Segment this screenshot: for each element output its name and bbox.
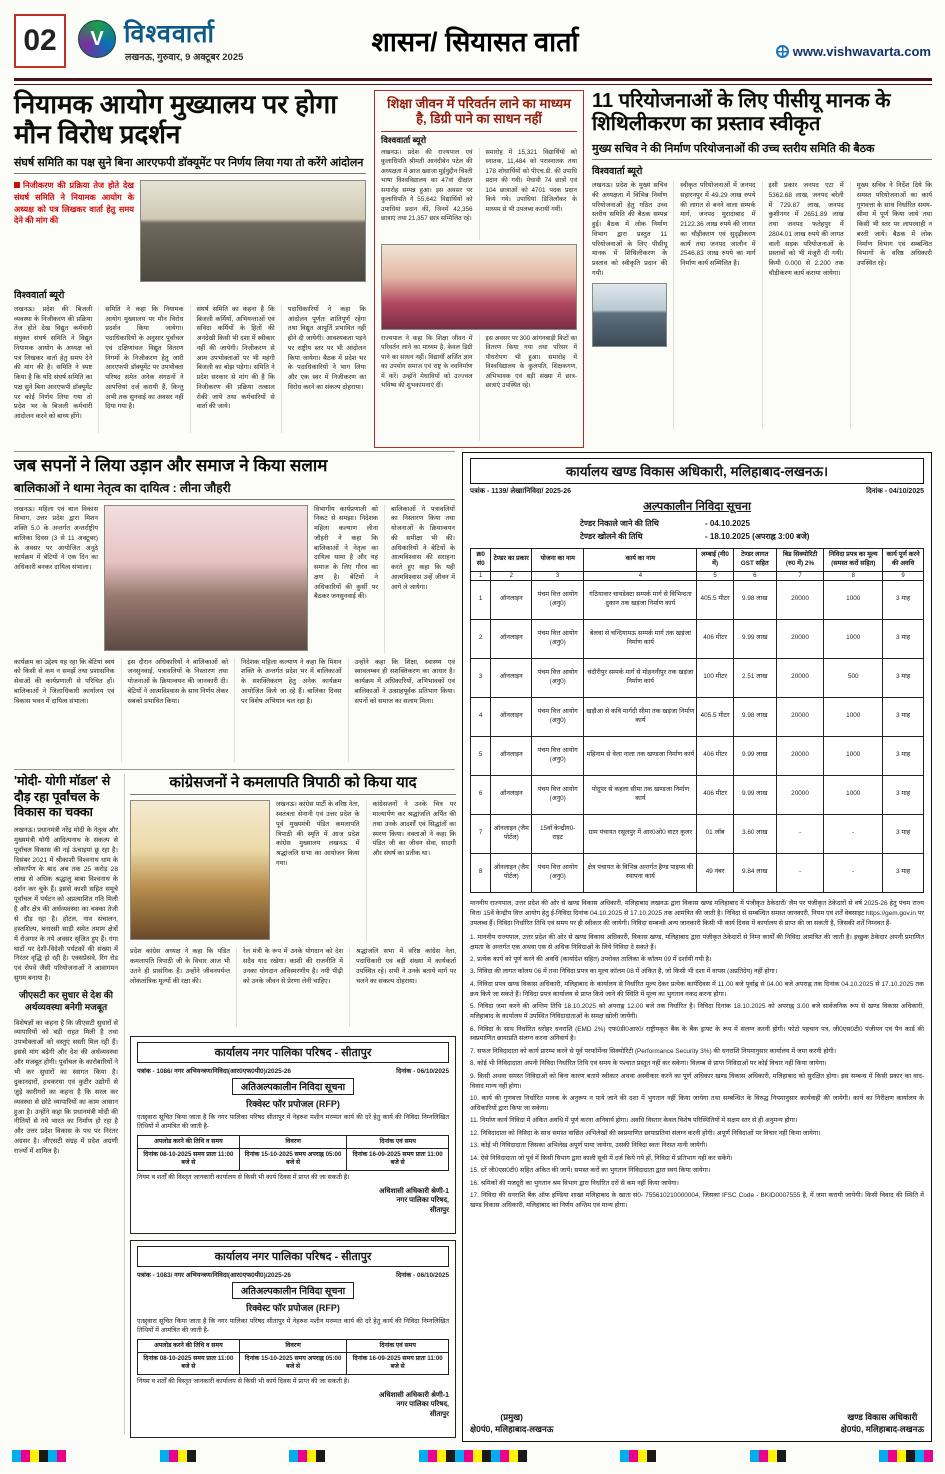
tender-table-row xyxy=(471,619,924,658)
color-swatch xyxy=(482,1450,491,1462)
table-cell: दिनांक 15-10-2025 समय अपराह्न 05:00 बजे से xyxy=(239,1148,347,1170)
tender-cell: 1000 xyxy=(824,775,883,814)
tender-term: 6. निविदा के साथ निर्धारित धरोहर धनराशि (EMD 2%) एफ0डी0आर0/ राष्ट्रीयकृत बैंक के बैंक ड्राफ्ट के रूप में संलग्न करनी होगी। फोटो पहचान पत्र, जी0एस0टी0 पंजीयन एवं पैन कार्ड की स्वप्रमाणित छायाप्रति संलग्न करना अनिवार्य है। xyxy=(470,1025,924,1043)
body-column: कांग्रेसजनों ने उनके चित्र पर माल्यार्पण कर श्रद्धांजलि अर्पित की तथा उनके आदर्शों एवं सिद्धांतों का स्मरण किया। वक्ताओं ने कहा कि पंडित जी का जीवन सेवा, सादगी और संघर्ष का प्रतीक था। xyxy=(366,800,457,942)
tender-notice-title: अल्पकालीन निविदा सूचना xyxy=(643,501,751,513)
byline: विश्ववार्ता ब्यूरो xyxy=(381,134,427,145)
tender-cell: पोदूपर से कहला सीमा तक खण्डजा निर्माण कार्य xyxy=(584,775,697,814)
article-headline: 11 परियोजनाओं के लिए पीसीयू मानक के शिथिलीकरण का प्रस्ताव स्वीकृत xyxy=(592,90,891,135)
color-swatch xyxy=(768,1450,777,1462)
page-number: 02 xyxy=(23,24,57,57)
article-headline: शिक्षा जीवन में परिवर्तन लाने का माध्यम है, डिग्री पाने का साधन नहीं xyxy=(381,97,577,132)
tender-cell: ग्राम पंचायत रसूलपुर में आर0ओ0 वाटर कूलर xyxy=(584,814,697,853)
article-projects xyxy=(592,90,932,448)
color-swatch xyxy=(518,1450,527,1462)
article-crosshead: जीएसटी कर सुधार से देश की अर्थव्यवस्था बनेगी मजबूत xyxy=(19,990,113,1012)
tender-cell: 405.5 मीटर xyxy=(697,697,733,736)
color-swatch xyxy=(39,1450,48,1462)
tender-cell: 49 नंबर xyxy=(697,853,733,892)
table-cell: दिनांक 08-10-2025 समय प्रातः 11:00 बजे से xyxy=(138,1352,240,1374)
tender-cell: 3 माह xyxy=(883,619,924,658)
table-header: अपलोड करने की तिथि व समय xyxy=(138,1135,240,1148)
color-swatch xyxy=(629,1450,638,1462)
tender-cell: ऑनलाइन xyxy=(491,580,532,619)
registration-color-group xyxy=(160,1450,196,1462)
article-photo-garlanding xyxy=(130,800,270,940)
color-swatch xyxy=(437,1450,446,1462)
tender-term: 9. किसी अथवा समस्त निविदाओं को बिना कारण बताये स्वीकार अथवा अस्वीकार करने का पूर्ण अधिकार खण्ड विकास अधिकारी, मलिहाबाद को सुरक्षित होगा। इस सम्बन्ध में किसी प्रकार का वाद-विवाद मान्य नहीं होगा। xyxy=(470,1072,924,1090)
tender-cell: 3 xyxy=(471,658,491,697)
article-education xyxy=(374,90,584,448)
color-swatch xyxy=(777,1450,786,1462)
color-swatch xyxy=(473,1450,482,1462)
article-headline: 'मोदी- योगी मॉडल' से दौड़ रहा पूर्वांचल के विकास का चक्का xyxy=(14,774,111,820)
rfp-title: रिक्वेस्ट फॉर प्रपोजल (RFP) xyxy=(246,1099,340,1109)
tender-term: 13. कोई भी निविदादाता जिसका अभिलेख अपूर्ण पाया जायेगा, उसकी निविदा स्वतः निरस्त मानी जायेगी। xyxy=(470,1142,708,1150)
tender-cell: पंचम वित्त आयोग (अनु0) xyxy=(532,853,584,892)
color-swatch xyxy=(187,1450,196,1462)
tender-cell: 1000 xyxy=(824,619,883,658)
bullet-square-icon xyxy=(14,182,20,188)
tender-cell: 15वाँ केन्द्रीय0- राइट xyxy=(532,814,584,853)
tender-table-row xyxy=(471,580,924,619)
tender-cell: 7 xyxy=(471,814,491,853)
tender-term: 15. दरें जी0एस0टी0 सहित अंकित की जायें। समस्त करों का भुगतान निविदादाता द्वारा स्वयं किया जायेगा। xyxy=(470,1167,711,1175)
tender-col-number: 4 xyxy=(584,571,697,580)
tender-cell: पंचम वित्त आयोग (अनु0) xyxy=(532,580,584,619)
tender-cell: 9.98 लाख xyxy=(733,580,776,619)
tender-term: 2. प्रत्येक कार्य को पूर्ण करने की अवधि (कार्यादेश सहित) उपरोक्त तालिका के कॉलम 09 में दर्शायी गयी है। xyxy=(470,956,712,964)
tender-cell: 3 माह xyxy=(883,736,924,775)
color-swatch xyxy=(897,1450,906,1462)
tender-cell: पंचम वित्त आयोग (अनु0) xyxy=(532,619,584,658)
tender-term: 17. निविदा की धनराशि बैंक ऑफ इण्डिया शाखा मलिहाबाद के खाता सं0- 755610210000004, जिसका IFSC Code - BKID0007555 है, में जमा करायी जायेगी। किसी विवाद की स्थिति में खण्ड विकास अधिकारी, मलिहाबाद का निर्णय अन्तिम एवं मान्य होगा। xyxy=(470,1191,924,1209)
body-paragraph: विशेषज्ञों का कहना है कि जीएसटी सुधारों से व्यापारियों को बड़ी राहत मिली है तथा उपभोक्ताओं को वस्तुएं सस्ती मिल रही हैं। इससे मांग बढ़ेगी और देश की अर्थव्यवस्था और मजबूत होगी। पूर्वांचल के कारोबारियों ने भी कर सुधारों का स्वागत किया है। दुकानदारों, हथकरघा एवं कुटीर उद्योगों से जुड़े कारीगरों का कहना है कि सरल कर व्यवस्था से छोटे व्यापारियों का काम आसान हुआ है। उन्होंने कहा कि प्रधानमंत्री मोदी की नीतियों से नये भारत का निर्माण हो रहा है और उत्तर प्रदेश विकास के पथ पर निरंतर अग्रसर है। जीएसटी संग्रह में प्रदेश अग्रणी राज्यों में शामिल है। xyxy=(14,1019,118,1156)
tender-col-number-row xyxy=(471,571,924,580)
body-column: पदाधिकारियों ने कहा कि आंदोलन पूर्णतः शांतिपूर्ण रहेगा तथा विद्युत आपूर्ति प्रभावित नहीं होने दी जायेगी। आवश्यकता पड़ने पर राष्ट्रीय स्तर पर भी आंदोलन किया जायेगा। बैठक में प्रदेश भर के पदाधिकारियों ने भाग लिया और एक स्वर में निजीकरण का विरोध करने का संकल्प दोहराया। xyxy=(281,305,366,433)
body-column: लखनऊ। प्रदेश की राज्यपाल एवं कुलाधिपति श्रीमती आनंदीबेन पटेल की अध्यक्षता में आज ख्वाजा मुईनुद्दीन चिश्ती भाषा विश्वविद्यालय का 47वां दीक्षांत समारोह सम्पन्न हुआ। इस अवसर पर कुलाधिपति ने 55,642 विद्यार्थियों को उपाधियां प्रदान कीं, जिनमें 42,356 छात्राएं तथा 21,357 छात्र सम्मिलित रहे। xyxy=(381,148,473,222)
tender-cell: 3 माह xyxy=(883,658,924,697)
color-swatch xyxy=(915,1450,924,1462)
tender-cell: 20000 xyxy=(776,619,824,658)
tender-col-number: 6 xyxy=(733,571,776,580)
section-divider xyxy=(14,769,455,770)
table-cell: दिनांक 08-10-2025 समय प्रातः 11:00 बजे से xyxy=(138,1148,240,1170)
tender-cell: 3 माह xyxy=(883,697,924,736)
table-header: विवरण xyxy=(239,1339,347,1352)
registration-color-group xyxy=(879,1450,933,1462)
body-column: इसी प्रकार जनपद एटा में 5362.68 लाख, जनपद बरेली में 729.87 लाख, जनपद कुशीनगर में 2651.89 लाख तथा जनपद फतेहपुर में 2804.01 लाख रुपये की लागत वाली सड़क परियोजनाओं के प्रस्तावों को भी मंजूरी दी गयी। किमी 0.000 से 2.200 तक चौड़ीकरण कार्य कराया जायेगा। xyxy=(762,181,844,429)
tender-cell: 3 माह xyxy=(883,580,924,619)
article-subhead: मुख्य सचिव ने की निर्माण परियोजनाओं की उच्च स्तरीय समिति की बैठक xyxy=(592,141,932,160)
tender-cell: 2.51 लाख xyxy=(733,658,776,697)
tender-cell: पंचम वित्त आयोग (अनु0) xyxy=(532,697,584,736)
tender-cell: 9.84 लाख xyxy=(733,853,776,892)
body-column: लखनऊ। कांग्रेस पार्टी के वरिष्ठ नेता, स्वतंत्रता सेनानी एवं उत्तर प्रदेश के पूर्व मुख्यमंत्री पंडित कमलापति त्रिपाठी की स्मृति में आज प्रदेश कांग्रेस मुख्यालय लखनऊ में श्रद्धांजलि सभा का आयोजन किया गया। xyxy=(276,801,360,867)
website-url: www.vishwavarta.com xyxy=(776,44,931,59)
notice-date: दिनांक - 06/10/2025 xyxy=(396,1272,449,1279)
tender-cell: 9.98 लाख xyxy=(733,697,776,736)
color-swatch xyxy=(906,1450,915,1462)
tender-cell: ऑनलाइन xyxy=(491,658,532,697)
tender-col-header: क्र0 सं0 xyxy=(471,548,491,571)
tender-cell: 405.5 मीटर xyxy=(697,580,733,619)
notice-nagar-palika-1 xyxy=(130,1036,456,1234)
tender-term: 5. निविदा जमा करने की अन्तिम तिथि 18.10.2025 को अपराह्न 12.00 बजे तक निर्धारित है। निविदा दिनांक 18.10.2025 को अपराह्न 3.00 बजे सार्वजनिक रूप से खण्ड विकास अधिकारी, मलिहाबाद के कार्यालय में उपस्थित निविदादाताओं के समक्ष खोली जायेंगी। xyxy=(470,1003,924,1021)
table-cell: दिनांक 16-09-2025 समय प्रातः 11:00 बजे से xyxy=(347,1352,449,1374)
table-header: विवरण xyxy=(239,1135,347,1148)
tender-cell: 20000 xyxy=(776,775,824,814)
tender-col-number: 8 xyxy=(824,571,883,580)
tender-cell: खड़ौआ से कवि मार्गदी सीमा तक खड़ंजा निर्माण कार्य xyxy=(584,697,697,736)
tender-cell: 20000 xyxy=(776,736,824,775)
tender-cell: 1000 xyxy=(824,580,883,619)
color-swatch xyxy=(169,1450,178,1462)
tender-notice-box xyxy=(462,452,932,1442)
color-swatch xyxy=(289,1450,298,1462)
tender-col-header: बिड सिक्योरिटी (रु0 में) 2% xyxy=(776,548,824,571)
color-swatch xyxy=(888,1450,897,1462)
tender-cell: 3 माह xyxy=(883,775,924,814)
tender-cell: पंचम वित्त आयोग (अनु0) xyxy=(532,736,584,775)
tender-term: 10. कार्य की गुणवत्ता निर्धारित मानक के अनुरूप न पाये जाने की दशा में भुगतान नहीं किया जायेगा तथा सम्बन्धित के विरुद्ध नियमानुसार कार्यवाही की जायेगी। कार्य का निरीक्षण कार्यालय के अधिकारियों द्वारा किया जा सकेगा। xyxy=(470,1095,924,1113)
tender-cell: 9.99 लाख xyxy=(733,736,776,775)
article-protest xyxy=(14,90,366,448)
tender-cell: महिनाम से वेला नाला तक खण्डजा निर्माण कार्य xyxy=(584,736,697,775)
notice-nagar-palika-2 xyxy=(130,1240,456,1438)
tender-cell: पंचम वित्त आयोग (अनु0) xyxy=(532,775,584,814)
body-column: कार्यक्रम का उद्देश्य यह रहा कि बेटियां स्वयं को किसी से कम न समझें तथा प्रशासनिक सेवाओं की कार्यप्रणाली से परिचित हों। बालिकाओं ने जिलाधिकारी कार्यालय एवं विकास भवन में दायित्व संभाला। xyxy=(14,658,115,705)
color-swatch xyxy=(12,1450,21,1462)
byline: विश्ववार्ता ब्यूरो xyxy=(592,166,643,177)
article-photo-meeting xyxy=(140,180,366,282)
article-purvanchal-development xyxy=(14,774,118,1438)
color-swatch xyxy=(750,1450,759,1462)
tender-cell: 20000 xyxy=(776,580,824,619)
notice-paragraph: एतद्द्वारा सूचित किया जाता है कि नगर पालिका परिषद सीतापुर में नेहरुश मशीन मरम्मत कार्य की दरें हेतु कार्य की निविदा निम्नलिखित तिथियों में आमंत्रित की जाती है- xyxy=(137,1114,449,1131)
section-title: शासन/ सियासत वार्ता xyxy=(371,27,579,57)
tender-table-row xyxy=(471,814,924,853)
color-swatch xyxy=(30,1450,39,1462)
tender-col-number: 7 xyxy=(776,571,824,580)
body-column: बालिकाओं ने पत्रावलियों का निस्तारण किया तथा योजनाओं के क्रियान्वयन की समीक्षा भी की। अधिकारियों ने बेटियों के आत्मविश्वास की सराहना करते हुए कहा कि यही आत्मविश्वास उन्हें जीवन में आगे ले जायेगा। xyxy=(384,505,455,653)
tender-header-row xyxy=(471,548,924,571)
body-column: श्रद्धांजलि सभा में वरिष्ठ कांग्रेस नेता, पदाधिकारी एवं बड़ी संख्या में कार्यकर्ता उपस्थित रहे। सभी ने उनके बताये मार्ग पर चलने का संकल्प दोहराया। xyxy=(349,947,456,1027)
color-swatch xyxy=(48,1450,57,1462)
body-column: लखनऊ। प्रदेश के मुख्य सचिव की अध्यक्षता में विभिन्न निर्माण परियोजनाओं हेतु गठित उच्च स्तरीय समिति की बैठक सम्पन्न हुई। बैठक में लोक निर्माण विभाग द्वारा प्रस्तुत 11 परियोजनाओं के लिए पीसीयू मानक में शिथिलीकरण के प्रस्ताव को स्वीकृति प्रदान की गयी। xyxy=(592,181,667,429)
color-swatch xyxy=(620,1450,629,1462)
notice-office-title: कार्यालय नगर पालिका परिषद - सीतापुर xyxy=(137,1246,449,1267)
tender-cell: - xyxy=(824,814,883,853)
tender-cell: 3 माह xyxy=(883,814,924,853)
color-swatch xyxy=(316,1450,325,1462)
article-subhead: संघर्ष समिति का पक्ष सुने बिना आरएफपी डॉक्यूमेंट पर निर्णय लिया गया तो करेंगे आंदोलन xyxy=(14,155,366,174)
tender-cell: ऑनलाइन (जैम पोर्टल) xyxy=(491,814,532,853)
tender-cell: 01 जॉब xyxy=(697,814,733,853)
body-column: विभागीय कार्यप्रणाली को निकट से समझा। निदेशक महिला कल्याण लीना जौहरी ने कहा कि बालिकाओं ने नेतृत्व का दायित्व थामा है और यह समाज के लिए गौरव का क्षण है। बेटियों ने अधिकारियों की कुर्सी पर बैठकर जनसुनवाई की। xyxy=(314,505,378,601)
color-swatch xyxy=(307,1450,316,1462)
notice-date-table xyxy=(137,1135,449,1171)
tender-office-title: कार्यालय खण्ड विकास अधिकारी, मलिहाबाद-लखनऊ। xyxy=(470,458,924,484)
body-column: राज्यपाल ने कहा कि शिक्षा जीवन में परिवर्तन लाने का माध्यम है, केवल डिग्री पाने का साधन नहीं। विद्यार्थी अर्जित ज्ञान का उपयोग समाज एवं राष्ट्र के नवनिर्माण में करें। उन्होंने मेधावियों को उज्ज्वल भविष्य की शुभकामनाएं दीं। xyxy=(381,334,473,390)
notice-note: नियम व शर्तों की विस्तृत जानकारी कार्यालय से किसी भी कार्य दिवस में प्राप्त की जा सकती है। xyxy=(137,1173,350,1181)
registration-color-group xyxy=(620,1450,656,1462)
column-divider xyxy=(124,774,125,1434)
tender-table-row xyxy=(471,853,924,892)
color-swatch xyxy=(509,1450,518,1462)
body-column: समिति ने कहा कि नियामक आयोग मुख्यालय पर मौन विरोध प्रदर्शन किया जायेगा। पदाधिकारियों के अनुसार पूर्वांचल एवं दक्षिणांचल विद्युत वितरण निगमों के निजीकरण हेतु जारी आरएफपी डॉक्यूमेंट पर उपभोक्ता परिषद समेत अनेक संगठनों ने आपत्तियां दर्ज करायी हैं, किन्तु अभी तक सुनवाई का अवसर नहीं दिया गया है। xyxy=(98,305,183,433)
article-photo-review-meeting xyxy=(592,283,667,347)
notice-note: नियम व शर्तों की विस्तृत जानकारी कार्यालय से किसी भी कार्य दिवस में प्राप्त की जा सकती है। xyxy=(137,1377,350,1385)
color-swatch xyxy=(160,1450,169,1462)
tender-col-header: कार्य पूर्ण करने की अवधि xyxy=(883,548,924,571)
body-column: स्वीकृत परियोजनाओं में जनपद सहारनपुर में 49.29 लाख रुपये की लागत से बनने वाला सम्पर्क मार्ग, जनपद मुरादाबाद में 2122.36 लाख रुपये की लागत का चौड़ीकरण एवं सुदृढ़ीकरण कार्य तथा जनपद जालौन में 2546.83 लाख रुपये का मार्ग निर्माण कार्य सम्मिलित है। xyxy=(673,181,755,429)
tender-col-header: योजना का नाम xyxy=(532,548,584,571)
notice-title: अतिअल्पकालीन निविदा सूचना xyxy=(232,1078,354,1095)
tender-cell: ऑनलाइन xyxy=(491,697,532,736)
notice-office-title: कार्यालय नगर पालिका परिषद - सीतापुर xyxy=(137,1042,449,1063)
registration-color-group xyxy=(12,1450,66,1462)
section-divider xyxy=(14,451,455,452)
tender-cell: 100 मीटर xyxy=(697,658,733,697)
registration-color-group xyxy=(289,1450,325,1462)
body-column: लखनऊ। महिला एवं बाल विकास विभाग, उत्तर प्रदेश द्वारा मिशन शक्ति 5.0 के अन्तर्गत अन्तर्राष्ट्रीय बालिका दिवस (3 से 11 अक्टूबर) के अवसर पर आयोजित अनूठे कार्यक्रम में बेटियों ने एक दिन का अधिकारी बनकर दायित्व संभाला। xyxy=(14,505,98,572)
tender-cell: 2 xyxy=(471,619,491,658)
tender-cell: 20000 xyxy=(776,658,824,697)
masthead-logo xyxy=(78,16,328,74)
tender-term: 12. निविदादाता को निविदा के साथ समस्त वांछित अभिलेखों की स्वप्रमाणित छायाप्रतियां संलग्न करनी होंगी। अपूर्ण निविदाओं पर विचार नहीं किया जायेगा। xyxy=(470,1129,821,1137)
masthead-rule xyxy=(14,78,932,85)
color-swatch xyxy=(21,1450,30,1462)
body-column: समारोह में 15,321 विद्यार्थियों को स्नातक, 11,484 को परास्नातक तथा 178 शोधार्थियों को पीएच.डी. की उपाधि प्रदान की गयी। मेधावी 74 छात्रों एवं 104 छात्राओं को 4701 पदक प्रदान किये गये। उपाधियां डिजिलॉकर के माध्यम से भी उपलब्ध करायी गयीं। xyxy=(479,148,578,240)
tender-col-header: निविदा प्रपत्र का मूल्य (समस्त करों सहित) xyxy=(824,548,883,571)
color-swatch xyxy=(446,1450,455,1462)
color-swatch xyxy=(298,1450,307,1462)
color-swatch xyxy=(759,1450,768,1462)
color-swatch xyxy=(924,1450,933,1462)
color-swatch xyxy=(879,1450,888,1462)
tender-cell: 406 मीटर xyxy=(697,775,733,814)
notice-date: दिनांक - 06/10/2025 xyxy=(396,1068,449,1075)
tender-cell: गंठियावार चायडेक्टा सम्पर्क मार्ग से विभिन्दता दुकान तक खड़ंजा निर्माण कार्य xyxy=(584,580,697,619)
tender-intro: माननीय राज्यपाल, उत्तर प्रदेश की ओर से खण्ड विकास अधिकारी, मलिहाबाद लखनऊ द्वारा विकास खण्ड मलिहाबाद में पंजीकृत ठेकेदारों/ जैम पर पंजीकृत ठेकेदारों से वर्ष 2025-26 हेतु पंचम राज्य वित्त/ 15वें केन्द्रीय वित्त आयोग हेतु ई-निविदा दिनांक 04.10.2025 से 17.10.2025 तक आमंत्रित की जाती है। निविदा से सम्बन्धित समस्त जानकारी, नियम एवं शर्तें वेबसाइट https://gem.gov.in पर उपलब्ध हैं। निविदा निर्धारित तिथि एवं समय पर ही स्वीकार की जायेगी। निविदा सम्बन्धी अन्य जानकारी किसी भी कार्य दिवस में कार्यालय से प्राप्त की जा सकती है, जिसकी शर्तें निम्नवत हैं- xyxy=(470,899,924,927)
tender-table-row xyxy=(471,736,924,775)
tender-term: 7. सफल निविदादाता को कार्य प्रारम्भ करने से पूर्व परफॉर्मेन्स सिक्योरिटी (Performance Security 3%) की धनराशि नियमानुसार कार्यालय में जमा करनी होगी। xyxy=(470,1047,837,1055)
tender-cell: ऑनलाइन (जैम पोर्टल) xyxy=(491,853,532,892)
tender-signature-left: (प्रमुख) क्षे0पं0, मलिहाबाद-लखनऊ xyxy=(470,1411,554,1435)
masthead-dateline: लखनऊ, गुरुवार, 9 अक्टूबर 2025 xyxy=(125,52,244,63)
body-column: उन्होंने कहा कि शिक्षा, स्वास्थ्य एवं स्वावलम्बन ही सशक्तिकरण का आधार है। कार्यक्रम में अधिकारियों, अभिभावकों एवं बालिकाओं ने उत्साहपूर्वक प्रतिभाग किया। सपनों को समाज का सलाम मिला। xyxy=(348,658,456,762)
tender-cell: 1000 xyxy=(824,736,883,775)
tender-col-number: 3 xyxy=(532,571,584,580)
notice-ref-no: पत्रांक - 1083/ नगर अभियन्त्रण/निविदा(आर0एफ0पी0)/2025-26 xyxy=(137,1272,291,1279)
tender-col-number: 5 xyxy=(697,571,733,580)
color-swatch xyxy=(455,1450,464,1462)
tender-col-number: 9 xyxy=(883,571,924,580)
color-swatch xyxy=(464,1450,473,1462)
article-photo-office-visit xyxy=(104,505,308,651)
tender-cell: 4 xyxy=(471,697,491,736)
page-number-box xyxy=(14,14,66,68)
tender-cell: 3.60 लाख xyxy=(733,814,776,853)
tender-term: 4. निविदा प्रपत्र खण्ड विकास अधिकारी, मलिहाबाद के कार्यालय से निर्धारित मूल्य देकर प्रत्येक कार्यदिवस में 11.00 बजे पूर्वाह्न से 04.00 बजे अपराह्न तक दिनांक 04.10.2025 से 17.10.2025 तक क्रय किये जा सकते हैं। निविदा प्रपत्र कार्यालय से प्राप्त किये जाने की स्थिति में मूल्य का भुगतान नकद करना होगा। xyxy=(470,980,924,998)
article-headline: कांग्रेसजनों ने कमलापति त्रिपाठी को किया याद xyxy=(130,774,456,795)
table-cell: दिनांक 15-10-2025 समय अपराह्न 05:00 बजे से xyxy=(239,1352,347,1374)
tender-ref-no: पत्रांक - 1139/ लेखा/निविदा/ 2025-26 xyxy=(470,488,572,495)
color-swatch xyxy=(500,1450,509,1462)
tender-cell: 8 xyxy=(471,853,491,892)
body-column: रेल मंत्री के रूप में उनके योगदान को देश सदैव याद रखेगा। काशी की राजनीति में उनका योगदान अविस्मरणीय है। नयी पीढ़ी को उनके जीवन से प्रेरणा लेनी चाहिए। xyxy=(236,947,343,1027)
article-headline: जब सपनों ने लिया उड़ान और समाज ने किया सलाम xyxy=(14,456,328,475)
tender-cell: पंचम वित्त आयोग (अनु0) xyxy=(532,658,584,697)
table-cell: दिनांक 16-09-2025 समय प्रातः 11:00 बजे से xyxy=(347,1148,449,1170)
tender-table-row xyxy=(471,775,924,814)
logo-title: विश्ववार्ता xyxy=(124,20,216,48)
notice-title: अतिअल्पकालीन निविदा सूचना xyxy=(232,1282,354,1299)
rfp-title: रिक्वेस्ट फॉर प्रपोजल (RFP) xyxy=(246,1303,340,1313)
tender-cell: 406 मीटर xyxy=(697,619,733,658)
tender-cell: 1000 xyxy=(824,697,883,736)
tender-cell: ऑनलाइन xyxy=(491,736,532,775)
article-congress-tribute xyxy=(130,774,456,1030)
tender-term: 16. श्रमिकों की मजदूरी का भुगतान श्रम विभाग द्वारा निर्धारित दरों से कम नहीं किया जायेगा। xyxy=(470,1179,679,1187)
tender-term: 14. ऐसे निविदादाता जो पूर्व में किसी विभाग द्वारा काली सूची में दर्ज किये गये हों, निविदा में प्रतिभाग नहीं कर सकेंगे। xyxy=(470,1154,733,1162)
tender-cell: चंदौरीपुर सम्पर्क मार्ग से मोहननीपुर तक खड़ंजा निर्माण कार्य xyxy=(584,658,697,697)
tender-cell: 3 माह xyxy=(883,853,924,892)
tender-cell: 5 xyxy=(471,736,491,775)
tender-cell: बेलवा से चन्दियामऊ सम्पर्क मार्ग तक खड़ंजा निर्माण कार्य xyxy=(584,619,697,658)
tender-cell: क्षेत्र पंचायत के विभिन्न अन्तर्गत हैण्ड पाइप्स की स्थापना कार्य xyxy=(584,853,697,892)
table-header: अपलोड करने की तिथि व समय xyxy=(138,1339,240,1352)
table-header: दिनांक एवं समय xyxy=(347,1339,449,1352)
tender-cell: 500 xyxy=(824,658,883,697)
tender-cell: - xyxy=(776,853,824,892)
tender-term: 11. निर्माण कार्य निविदा में अंकित अवधि में पूर्ण करना अनिवार्य होगा। अवधि विस्तार केवल विशेष परिस्थितियों में सक्षम स्तर से ही अनुमन्य होगा। xyxy=(470,1117,798,1125)
tender-table-row xyxy=(471,658,924,697)
tender-table-row xyxy=(471,697,924,736)
body-column: निदेशक महिला कल्याण ने कहा कि मिशन शक्ति के अन्तर्गत प्रदेश भर में बालिकाओं के सशक्तिकरण हेतु अनेक कार्यक्रम आयोजित किये जा रहे हैं। बालिका दिवस पर विशेष अभियान चल रहा है। xyxy=(234,658,342,762)
tender-cell: ऑनलाइन xyxy=(491,775,532,814)
tender-date: दिनांक - 04/10/2025 xyxy=(866,488,924,495)
tender-terms-and-conditions xyxy=(470,899,924,1407)
tender-term: 8. कोई भी निविदादाता अपनी निविदा निर्धारित तिथि एवं समय के पश्चात प्रस्तुत नहीं कर सकेगा। विलम्ब से प्राप्त निविदाओं पर कोई विचार नहीं किया जायेगा। xyxy=(470,1060,827,1068)
registration-color-group xyxy=(750,1450,786,1462)
tender-cell: 406 मीटर xyxy=(697,736,733,775)
notice-signature: अधिशासी अधिकारी श्रेणी-1 नगर पालिका परिषद, सीतापुर xyxy=(379,1187,449,1215)
color-swatch xyxy=(638,1450,647,1462)
tender-signature-right: खण्ड विकास अधिकारी क्षे0पं0, मलिहाबाद-लखनऊ xyxy=(840,1411,924,1435)
color-swatch xyxy=(647,1450,656,1462)
table-header: दिनांक एवं समय xyxy=(347,1135,449,1148)
notice-signature: अधिशासी अधिकारी श्रेणी-1 नगर पालिका परिषद, सीतापुर xyxy=(379,1391,449,1419)
body-paragraph: लखनऊ। प्रधानमंत्री नरेंद्र मोदी के नेतृत्व और मुख्यमंत्री योगी आदित्यनाथ के संकल्प से पूर्वांचल विकास की नई ऊंचाइयां छू रहा है। दिसंबर 2021 में श्रीकाशी विश्वनाथ धाम के लोकार्पण के बाद अब तक 25 करोड़ 28 लाख से अधिक श्रद्धालु बाबा विश्वनाथ के दर्शन कर चुके हैं। इससे काशी सहित समूचे पूर्वांचल में पर्यटन को अप्रत्याशित गति मिली है और क्षेत्र की अर्थव्यवस्था का चक्का तेजी से दौड़ रहा है। होटल, नाव संचालन, हस्तशिल्प, बनारसी साड़ी समेत तमाम क्षेत्रों में रोजगार के नये अवसर सृजित हुए हैं। गंगा घाटों पर देशी-विदेशी पर्यटकों की संख्या में निरंतर वृद्धि हो रही है। एक्सप्रेसवे, रिंग रोड एवं रोपवे जैसी परियोजनाओं ने आवागमन सुगम बनाया है। xyxy=(14,826,118,983)
notice-paragraph: एतद्द्वारा सूचित किया जाता है कि नगर पालिका परिषद सीतापुर में नेहरुश मशीन मरम्मत कार्य की दरें हेतु कार्य की निविदा निम्नलिखित तिथियों में आमंत्रित की जाती है- xyxy=(137,1318,449,1335)
notice-date-table xyxy=(137,1339,449,1375)
tender-cell: 9.99 लाख xyxy=(733,619,776,658)
tender-table xyxy=(470,548,924,893)
notice-ref-no: पत्रांक - 1086/ नगर अभियन्त्रण/निविदा(आर0एफ0पी0)/2025-26 xyxy=(137,1068,291,1075)
tender-cell: 20000 xyxy=(776,697,824,736)
tender-cell: 1 xyxy=(471,580,491,619)
color-swatch xyxy=(419,1450,428,1462)
tender-cell: 9.99 लाख xyxy=(733,775,776,814)
tender-term: 1. माननीय राज्यपाल, उत्तर प्रदेश की ओर से खण्ड विकास अधिकारी, विकास खण्ड, मलिहाबाद द्वारा पंजीकृत ठेकेदारों से निम्न कार्यों की निविदा आमंत्रित की जाती है। इच्छुक ठेकेदार अपनी प्रमाणित क्षमता के अन्तर्गत एक अथवा एक से अधिक निविदाओं के लिये निविदा दे सकते हैं। xyxy=(470,933,924,951)
tender-cell: 6 xyxy=(471,775,491,814)
color-swatch xyxy=(57,1450,66,1462)
article-subhead: बालिकाओं ने थामा नेतृत्व का दायित्व : लीना जौहरी xyxy=(14,479,455,500)
article-photo-convocation xyxy=(381,244,577,330)
globe-icon xyxy=(776,45,789,58)
body-column: लखनऊ। प्रदेश की बिजली व्यवस्था के निजीकरण की प्रक्रिया तेज होते देख विद्युत कर्मचारी संयुक्त संघर्ष समिति ने विद्युत नियामक आयोग के अध्यक्ष को पत्र लिखकर वार्ता हेतु समय देने की मांग की है। समिति ने स्पष्ट किया है कि यदि संघर्ष समिति का पक्ष सुने बिना आरएफपी डॉक्यूमेंट पर कोई निर्णय लिया गया तो प्रदेश भर के बिजली कर्मचारी आंदोलन करने को बाध्य होंगे। xyxy=(14,305,93,421)
tender-col-number: 2 xyxy=(491,571,532,580)
tender-cell: ऑनलाइन xyxy=(491,619,532,658)
tender-col-header: कार्य का नाम xyxy=(584,548,697,571)
tender-col-header: टेण्डर लागत GST सहित xyxy=(733,548,776,571)
color-swatch xyxy=(178,1450,187,1462)
article-headline: नियामक आयोग मुख्यालय पर होगा मौन विरोध प्रदर्शन xyxy=(14,89,338,149)
highlight-text: निजीकरण की प्रक्रिया तेज होते देख संघर्ष समिति ने नियामक आयोग के अध्यक्ष को पत्र लिखकर वार्ता हेतु समय देने की मांग की xyxy=(14,180,134,226)
print-registration-bars xyxy=(0,1450,945,1462)
body-column: प्रदेश कांग्रेस अध्यक्ष ने कहा कि पंडित कमलापति त्रिपाठी जी के विचार आज भी उतने ही प्रासंगिक हैं। उन्होंने जीवनपर्यन्त लोकतांत्रिक मूल्यों की रक्षा की। xyxy=(130,948,230,985)
tender-col-number: 1 xyxy=(471,571,491,580)
color-swatch xyxy=(491,1450,500,1462)
color-swatch xyxy=(428,1450,437,1462)
article-girl-child-day xyxy=(14,456,455,764)
registration-color-group xyxy=(419,1450,527,1462)
tender-dates: टेण्डर निकाले जाने की तिथि - 04.10.2025 टेण्डर खोलने की तिथि - 18.10.2025 (अपराह्न 3:00 बजे) xyxy=(580,519,810,541)
tender-col-header: लम्बाई (मी0 में) xyxy=(697,548,733,571)
tender-cell: - xyxy=(824,853,883,892)
byline: विश्ववार्ता ब्यूरो xyxy=(14,289,65,301)
logo-icon: V xyxy=(78,20,116,58)
body-column: मुख्य सचिव ने निर्देश दिये कि समस्त परियोजनाओं का कार्य गुणवत्ता के साथ निर्धारित समय-सीमा में पूर्ण किया जाये तथा किसी भी स्तर पर लापरवाही न बरती जाये। बैठक में लोक निर्माण विभाग एवं सम्बन्धित विभागों के वरिष्ठ अधिकारी उपस्थित रहे। xyxy=(850,181,932,429)
tender-cell: - xyxy=(776,814,824,853)
tender-term: 3. निविदा की लागत कॉलम 06 में तथा निविदा प्रपत्र का मूल्य कॉलम 08 में अंकित है, जो किसी भी दशा में वापस (अप्रतिदेय) नहीं होगा। xyxy=(470,968,778,976)
tender-col-header: टेण्डर का प्रकार xyxy=(491,548,532,571)
body-column: इस दौरान अधिकारियों ने बालिकाओं को जनसुनवाई, पत्रावलियों के निस्तारण तथा योजनाओं के क्रियान्वयन की जानकारी दी। बेटियों ने आत्मविश्वास के साथ निर्णय लेकर सबको प्रभावित किया। xyxy=(121,658,229,762)
body-column: इस अवसर पर 300 आंगनबाड़ी किटों का वितरण किया गया तथा परिसर में पौधरोपण भी हुआ। समारोह में विश्वविद्यालय के कुलपति, शिक्षकगण, अभिभावक एवं बड़ी संख्या में छात्र-छात्राएं उपस्थित रहे। xyxy=(479,334,578,441)
body-column: संघर्ष समिति का कहना है कि बिजली कर्मियों, अभियन्ताओं एवं संविदा कर्मियों के हितों की अनदेखी किसी भी दशा में स्वीकार नहीं की जायेगी। निजीकरण से आम उपभोक्ताओं पर भी महंगी बिजली का बोझ पड़ेगा। समिति ने प्रदेश सरकार से मांग की है कि निजीकरण की प्रक्रिया तत्काल रोकी जाये तथा कर्मचारियों से वार्ता की जाये। xyxy=(190,305,275,433)
